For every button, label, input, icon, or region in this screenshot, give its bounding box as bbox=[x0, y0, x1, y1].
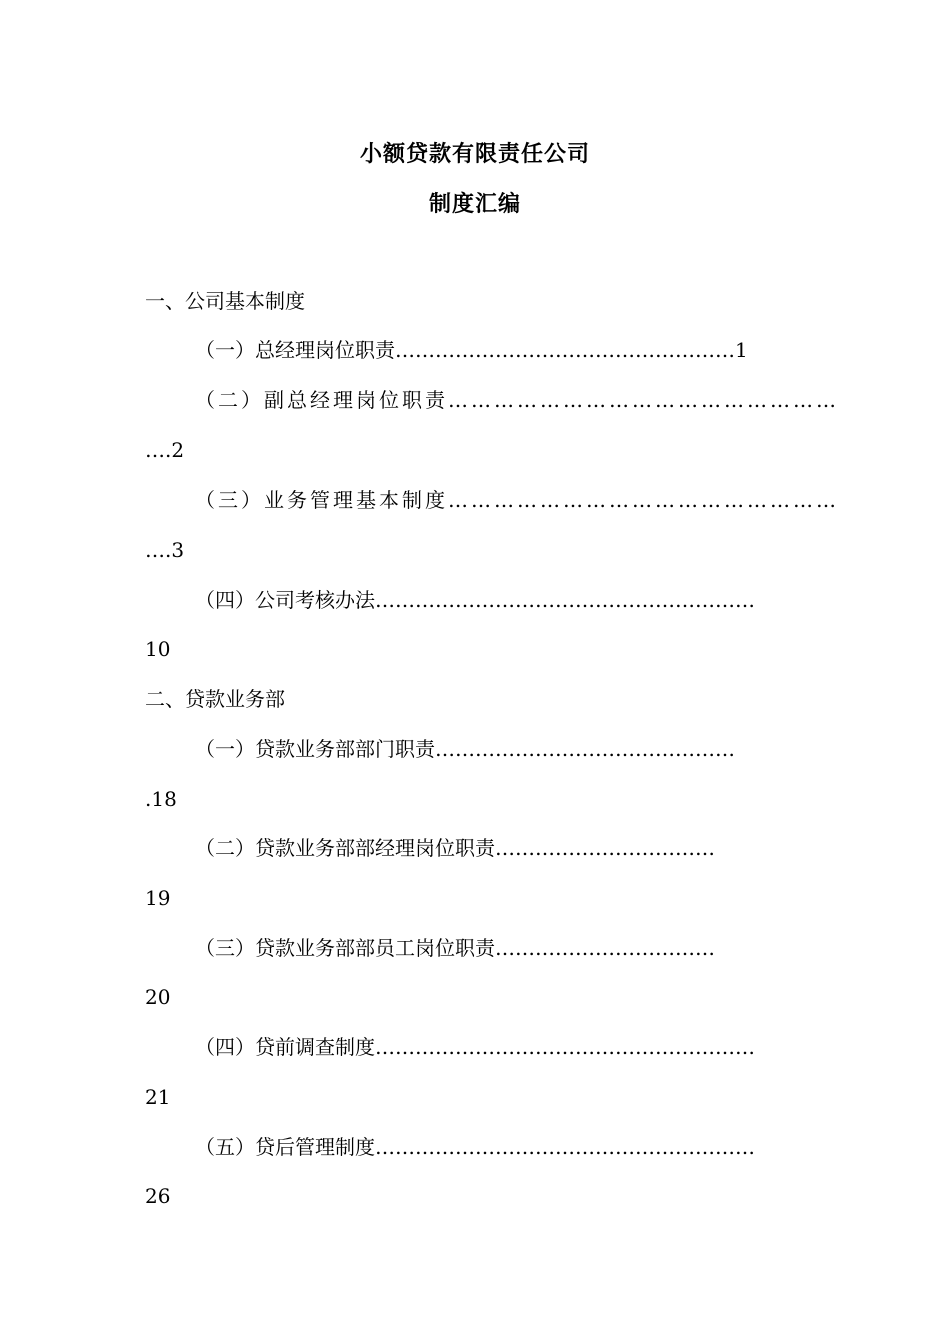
toc-entry-1-4: （四）公司考核办法………………………………………………… bbox=[195, 588, 755, 612]
toc-entry-2-4-page: 21 bbox=[145, 1085, 171, 1109]
document-subtitle: 制度汇编 bbox=[428, 191, 521, 217]
toc-entry-2-4: （四）贷前调查制度………………………………………………… bbox=[195, 1035, 755, 1059]
toc-entry-2-2-page: 19 bbox=[145, 886, 171, 910]
toc-entry-2-3: （三）贷款业务部部员工岗位职责…………………………… bbox=[195, 936, 715, 960]
toc-section-heading-2: 二、贷款业务部 bbox=[145, 687, 285, 711]
document-title: 小额贷款有限责任公司 bbox=[359, 141, 590, 167]
toc-entry-1-2-page: ….2 bbox=[145, 438, 185, 462]
toc-entry-2-1: （一）贷款业务部部门职责……………………………………… bbox=[195, 737, 735, 761]
toc-entry-1-1: （一）总经理岗位职责……………………………………………1 bbox=[195, 338, 748, 362]
toc-entry-2-2: （二）贷款业务部部经理岗位职责…………………………… bbox=[195, 836, 715, 860]
toc-entry-1-3-page: ….3 bbox=[145, 538, 185, 562]
toc-entry-1-3: （三）业务管理基本制度…………………………………………… bbox=[195, 488, 839, 512]
toc-entry-1-4-page: 10 bbox=[145, 637, 171, 661]
toc-entry-2-1-page: .18 bbox=[145, 787, 177, 811]
toc-section-heading-1: 一、公司基本制度 bbox=[145, 289, 305, 313]
toc-entry-2-5-page: 26 bbox=[145, 1184, 171, 1208]
toc-entry-2-5: （五）贷后管理制度………………………………………………… bbox=[195, 1135, 755, 1159]
toc-entry-1-2: （二）副总经理岗位职责…………………………………………… bbox=[195, 388, 839, 412]
toc-entry-2-3-page: 20 bbox=[145, 985, 171, 1009]
